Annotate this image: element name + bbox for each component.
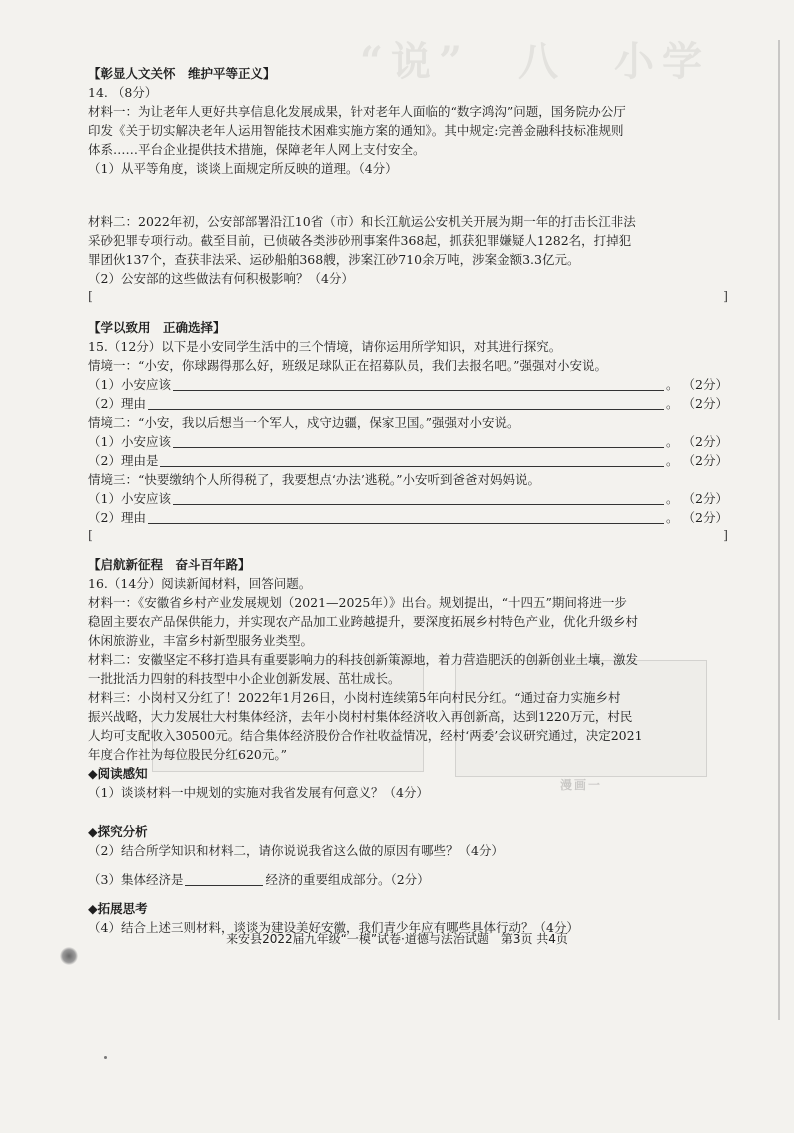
q16-material1-line2: 稳固主要农产品保供能力，并实现农产品加工业跨越提升，要深度拓展乡村特色产业，优化升级乡村: [88, 614, 639, 629]
subheading-analysis: ◆探究分析: [88, 824, 148, 839]
scenario1-answer1: （1）小安应该 。 （2分）: [88, 377, 728, 392]
q14-material2-line2: 采砂犯罪专项行动。截至目前，已侦破各类涉砂刑事案件368起，抓获犯罪嫌疑人1282名，打掉犯: [88, 233, 632, 248]
q16-material3-line4: 年度合作社为每位股民分红620元。”: [88, 747, 287, 762]
q14-material1-line2: 印发《关于切实解决老年人运用智能技术困难实施方案的通知》。其中规定:完善金融科技标准规则: [88, 123, 624, 138]
q16-question2: （2）结合所学知识和材料二，请你说说我省这么做的原因有哪些？（4分）: [88, 843, 504, 858]
page-edge-line: [778, 40, 780, 1020]
exam-content: [88, 58, 728, 937]
section-title-a: 【彰显人文关怀 维护平等正义】: [88, 66, 276, 81]
show-through-caption: 漫画一: [560, 778, 603, 792]
q16-heading: 16.（14分）阅读新闻材料，回答问题。: [88, 576, 312, 591]
answer-blank[interactable]: [173, 376, 664, 391]
answer-blank[interactable]: [173, 433, 664, 448]
scenario3: 情境三：“快要缴纳个人所得税了，我要想点‘办法’逃税。”小安听到爸爸对妈妈说。: [88, 472, 540, 487]
q14-question1: （1）从平等角度，谈谈上面规定所反映的道理。（4分）: [88, 161, 398, 176]
answer-bracket: [ ]: [88, 527, 728, 542]
q16-material1-line3: 休闲旅游业，丰富乡村新型服务业类型。: [88, 633, 314, 648]
answer-blank[interactable]: [160, 452, 664, 467]
q16-material1-line1: 材料一：《安徽省乡村产业发展规划（2021—2025年）》出台。规划提出，“十四五”期间将进一步: [88, 595, 627, 610]
q16-material3-line2: 振兴战略，大力发展壮大村集体经济，去年小岗村村集体经济收入再创新高，达到1220万元，村民: [88, 709, 633, 724]
answer-blank[interactable]: [148, 509, 664, 524]
q14-material2-line1: 材料二：2022年初，公安部部署沿江10省（市）和长江航运公安机关开展为期一年的打击长江非法: [88, 214, 636, 229]
answer-blank[interactable]: [148, 395, 664, 410]
scenario1: 情境一：“小安，你球踢得那么好，班级足球队正在招募队员，我们去报名吧。”强强对小安说。: [88, 358, 608, 373]
q16-question3: （3）集体经济是 经济的重要组成部分。（2分）: [88, 872, 430, 887]
q16-material2-line2: 一批批活力四射的科技型中小企业创新发展、茁壮成长。: [88, 671, 401, 686]
page-footer: 来安县2022届九年级“一模”试卷·道德与法治试题 第3页 共4页: [226, 932, 568, 946]
q14-heading: 14. （8分）: [88, 85, 158, 100]
q16-material2-line1: 材料二：安徽坚定不移打造具有重要影响力的科技创新策源地，着力营造肥沃的创新创业土壤，激发: [88, 652, 639, 667]
section-title-c: 【启航新征程 奋斗百年路】: [88, 557, 251, 572]
scenario3-answer1: （1）小安应该 。 （2分）: [88, 491, 728, 506]
scenario3-answer2: （2）理由 。 （2分）: [88, 510, 728, 525]
scenario2: 情境二：“小安，我以后想当一个军人，戍守边疆，保家卫国。”强强对小安说。: [88, 415, 520, 430]
section-title-b: 【学以致用 正确选择】: [88, 320, 226, 335]
ink-blot: [60, 947, 78, 965]
scenario2-answer2: （2）理由是 。 （2分）: [88, 453, 728, 468]
show-through-text: “说” 八 小学: [360, 38, 711, 85]
q16-material3-line1: 材料三：小岗村又分红了！2022年1月26日，小岗村连续第5年向村民分红。“通过奋力实施乡村: [88, 690, 621, 705]
q14-material2-line3: 罪团伙137个，查获非法采、运砂船舶368艘，涉案江砂710余万吨，涉案金额3.3亿元。: [88, 252, 580, 267]
q16-question4: （4）结合上述三则材料，谈谈为建设美好安徽，我们青少年应有哪些具体行动？（4分）: [88, 920, 579, 935]
scenario2-answer1: （1）小安应该 。 （2分）: [88, 434, 728, 449]
q14-material1-line3: 体系……平台企业提供技术措施，保障老年人网上支付安全。: [88, 142, 426, 157]
q16-question1: （1）谈谈材料一中规划的实施对我省发展有何意义？（4分）: [88, 785, 429, 800]
q15-heading: 15.（12分）以下是小安同学生活中的三个情境，请你运用所学知识，对其进行探究。: [88, 339, 562, 354]
q16-material3-line3: 人均可支配收入30500元。结合集体经济股份合作社收益情况，经村‘两委’会议研究通过，决定2021: [88, 728, 643, 743]
q14-question2: （2）公安部的这些做法有何积极影响？（4分）: [88, 271, 354, 286]
subheading-reading: ◆阅读感知: [88, 766, 148, 781]
subheading-extension: ◆拓展思考: [88, 901, 148, 916]
speck: [104, 1056, 107, 1059]
answer-blank[interactable]: [173, 490, 664, 505]
answer-bracket: [ ]: [88, 288, 728, 303]
scenario1-answer2: （2）理由 。 （2分）: [88, 396, 728, 411]
q14-material1-line1: 材料一：为让老年人更好共享信息化发展成果，针对老年人面临的“数字鸿沟”问题，国务院办公厅: [88, 104, 626, 119]
fill-in-blank[interactable]: [185, 872, 263, 886]
